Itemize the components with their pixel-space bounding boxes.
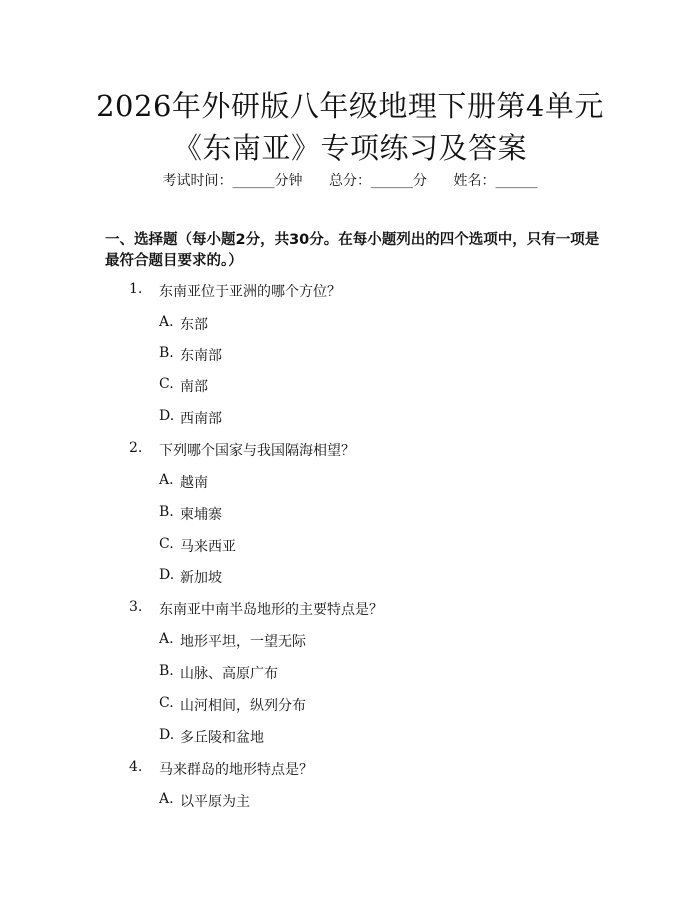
question-number: 2. — [129, 440, 143, 456]
option-letter: B. — [159, 345, 174, 361]
question-text: 马来群岛的地形特点是？ — [159, 762, 313, 778]
option-text: 越南 — [180, 475, 208, 491]
option-text: 东南部 — [180, 348, 222, 364]
question-text: 东南亚位于亚洲的哪个方位？ — [159, 284, 341, 300]
exam-info — [0, 170, 700, 190]
option-letter: A. — [159, 791, 174, 807]
option-letter: B. — [159, 504, 174, 520]
option-letter: B. — [159, 663, 174, 679]
option-text: 山河相间，纵列分布 — [180, 698, 306, 714]
option-text: 西南部 — [180, 411, 222, 427]
option-text: 马来西亚 — [180, 539, 236, 555]
option-text: 柬埔寨 — [180, 507, 222, 523]
option-text: 山脉、高原广布 — [180, 666, 278, 682]
option-letter: C. — [159, 376, 174, 392]
question-number: 3. — [129, 599, 143, 615]
total-score: 总分：______分 — [329, 173, 427, 189]
question-text: 东南亚中南半岛地形的主要特点是？ — [159, 602, 383, 618]
page-title: 2026年外研版八年级地理下册第4单元《东南亚》专项练习及答案 — [96, 89, 604, 165]
option-letter: D. — [159, 727, 175, 743]
question-number: 1. — [129, 281, 143, 297]
option-text: 地形平坦，一望无际 — [180, 634, 306, 650]
question-number: 4. — [129, 759, 143, 775]
option-text: 多丘陵和盆地 — [180, 730, 264, 746]
option-letter: C. — [159, 536, 174, 552]
option-letter: D. — [159, 567, 175, 583]
exam-time: 考试时间：______分钟 — [162, 173, 303, 189]
option-letter: A. — [159, 314, 174, 330]
option-text: 东部 — [180, 317, 208, 333]
question-text: 下列哪个国家与我国隔海相望？ — [159, 443, 355, 459]
option-text: 以平原为主 — [180, 794, 250, 810]
option-letter: A. — [159, 631, 174, 647]
section-heading: 一、选择题（每小题2分，共30分。在每小题列出的四个选项中，只有一项是最符合题目要求的。） — [105, 232, 600, 269]
option-text: 新加坡 — [180, 570, 222, 586]
option-text: 南部 — [180, 379, 208, 395]
option-letter: D. — [159, 408, 175, 424]
student-name: 姓名：______ — [453, 173, 538, 189]
option-letter: A. — [159, 472, 174, 488]
option-letter: C. — [159, 695, 174, 711]
